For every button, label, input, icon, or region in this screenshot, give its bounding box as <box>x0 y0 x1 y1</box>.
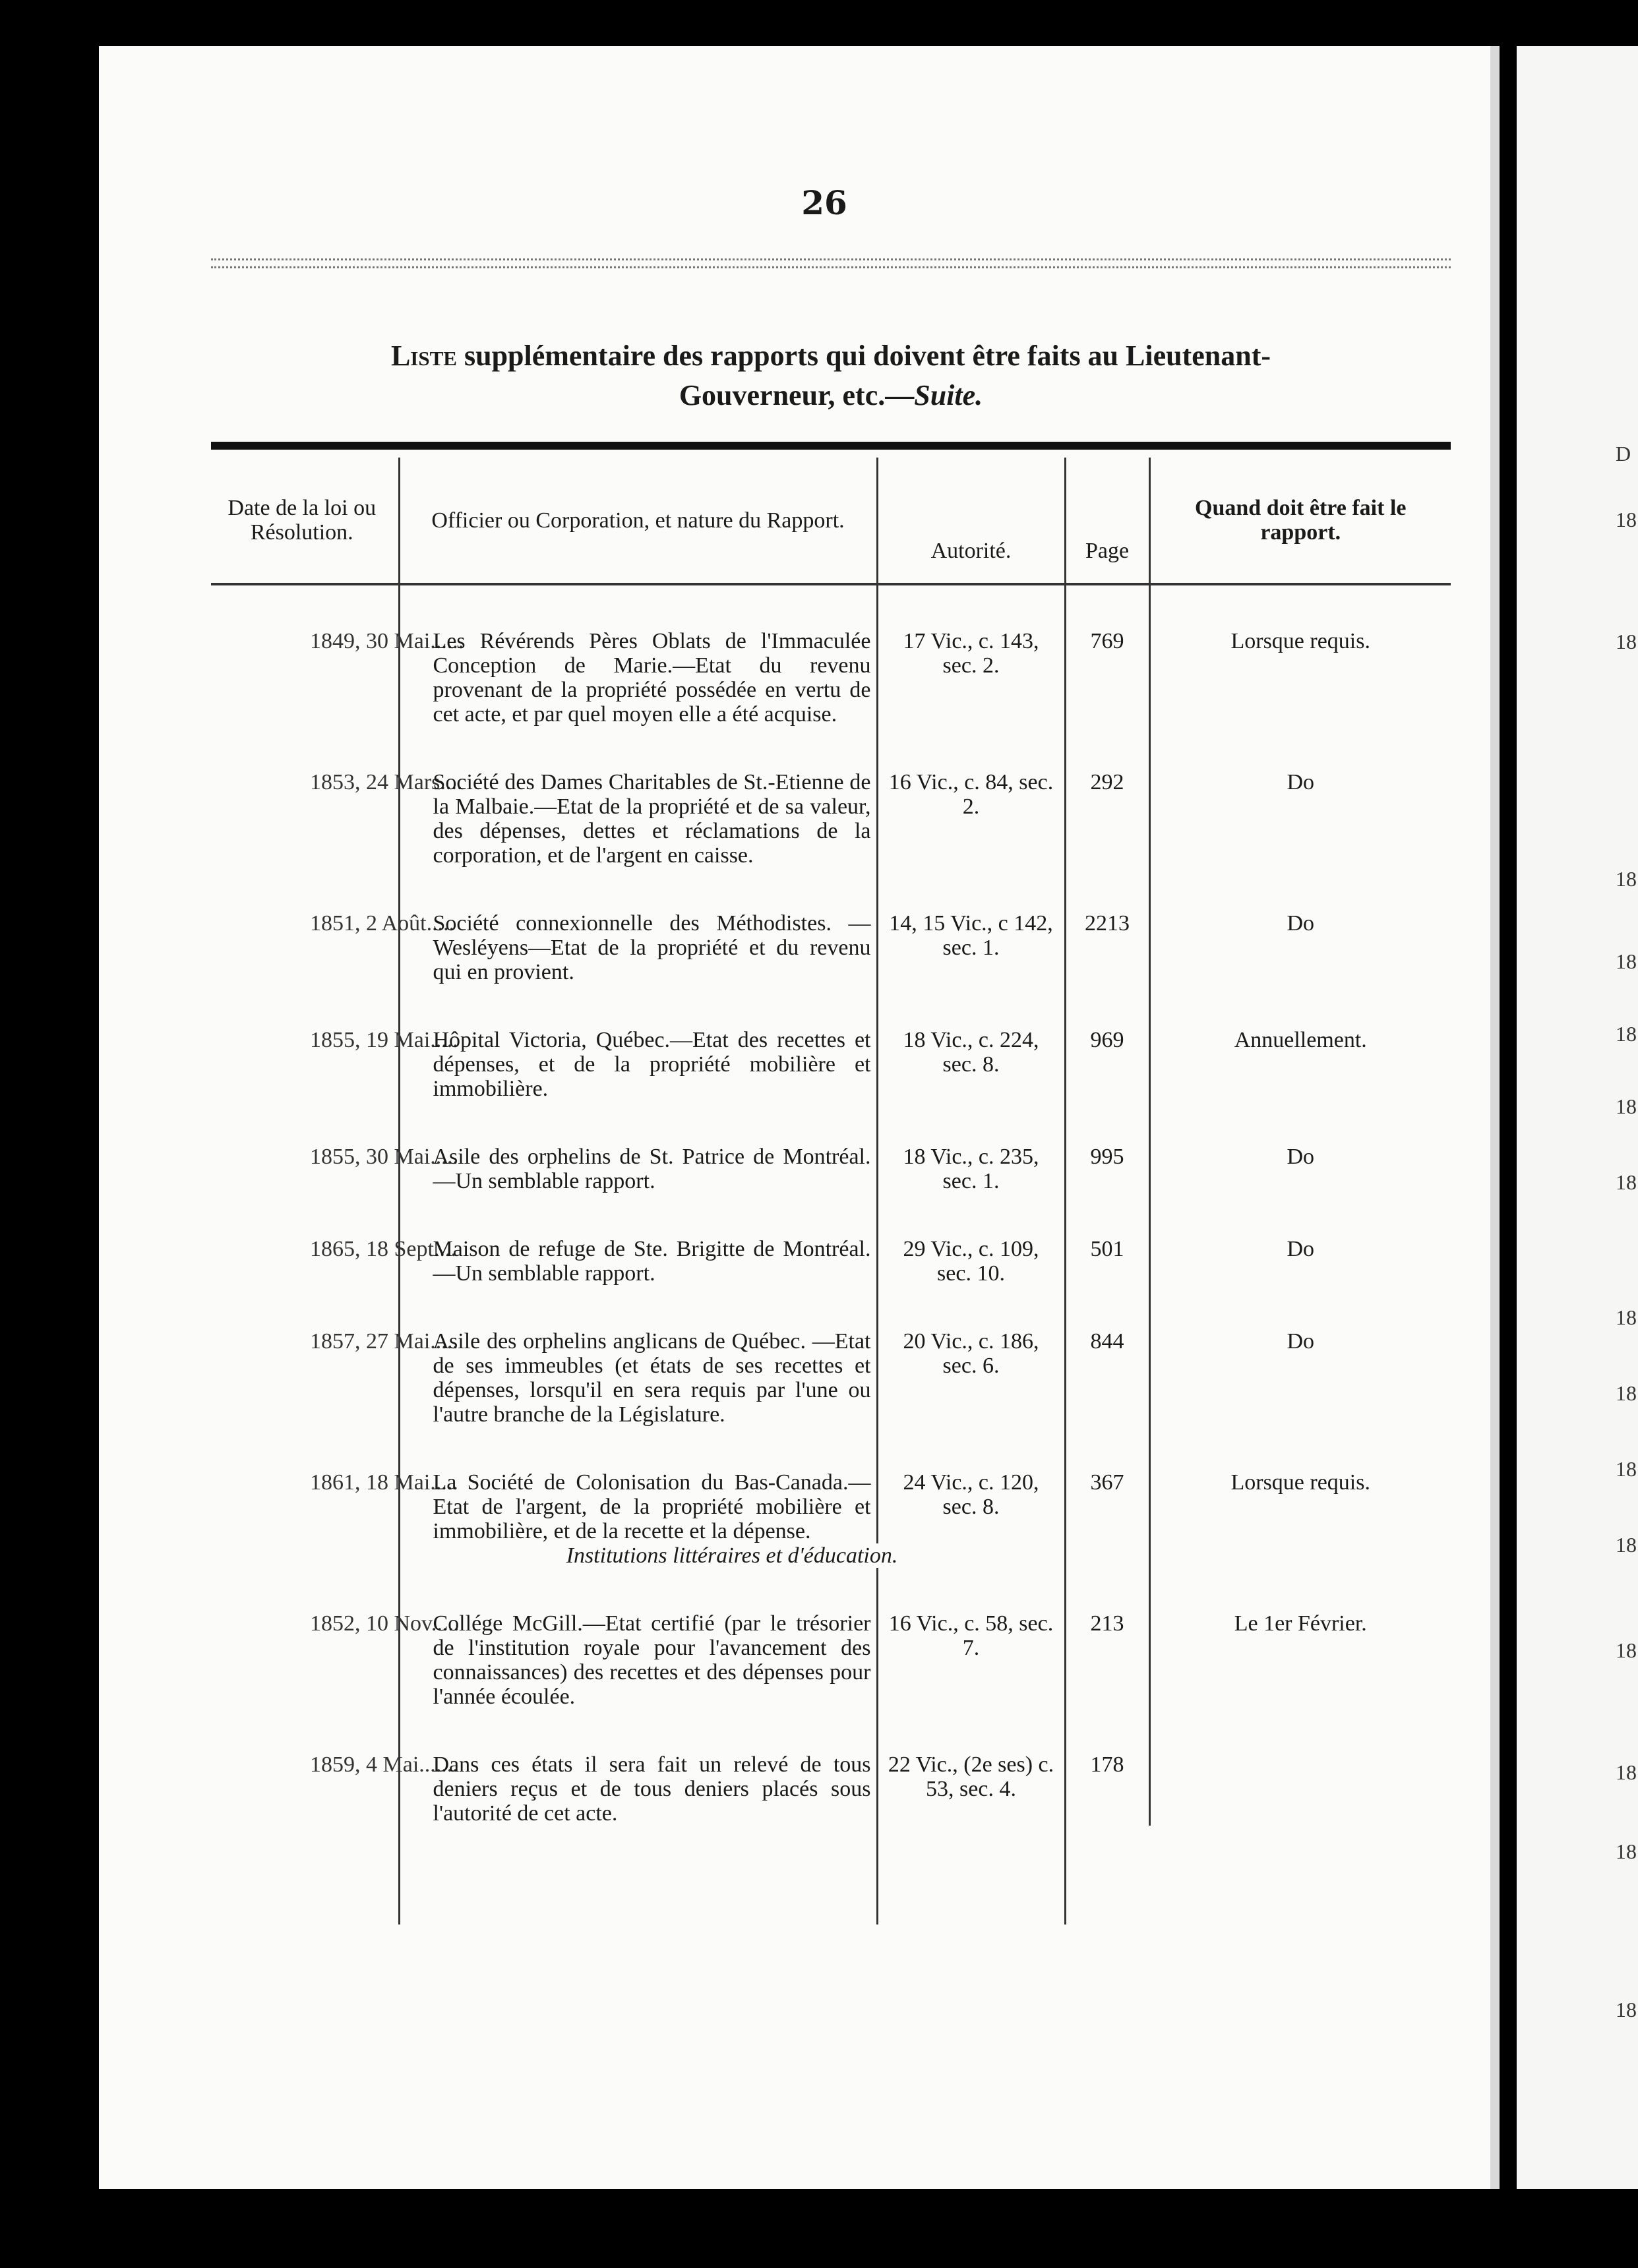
table-row <box>211 1752 1451 1826</box>
row-page: 844 <box>1065 1329 1149 1427</box>
row-page: 995 <box>1065 1145 1149 1193</box>
page-title <box>257 336 1405 415</box>
adjacent-page-fragment: 18 <box>1616 1170 1637 1194</box>
row-when <box>1149 1752 1451 1826</box>
row-when: Do <box>1149 911 1451 984</box>
adjacent-page-edge <box>1517 46 1638 2189</box>
row-date: 1852, 10 Nov..... <box>310 1611 460 1636</box>
row-date: 1851, 2 Août..... <box>310 911 455 936</box>
table-row <box>211 629 1451 727</box>
row-when: Annuellement. <box>1149 1028 1451 1101</box>
row-page: 213 <box>1065 1611 1149 1709</box>
table-row <box>211 911 1451 984</box>
row-when: Le 1er Février. <box>1149 1611 1451 1709</box>
adjacent-page-fragment: 18 <box>1616 508 1637 531</box>
dotted-rule-top <box>211 258 1451 260</box>
row-spacer <box>211 584 1451 629</box>
row-page: 367 <box>1065 1470 1149 1543</box>
bottom-spacer <box>211 1826 1451 1925</box>
table-row <box>211 1329 1451 1427</box>
table-row <box>211 1145 1451 1193</box>
row-date: 1849, 30 Mai...... <box>310 629 464 653</box>
row-when: Do <box>1149 770 1451 868</box>
row-page: 2213 <box>1065 911 1149 984</box>
table-row <box>211 1470 1451 1543</box>
row-authority: 17 Vic., c. 143, sec. 2. <box>877 629 1065 727</box>
row-when: Lorsque requis. <box>1149 629 1451 727</box>
adjacent-page-fragment: 18 <box>1616 1533 1637 1557</box>
table-row <box>211 1237 1451 1286</box>
row-officer: Les Révérends Pères Oblats de l'Immaculée Conception de Marie.—Etat du revenu provenant de la propriété possédée en vertu de cet acte, et par quel moyen elle a été acquise. <box>399 629 877 727</box>
header-authority: Autorité. <box>877 458 1065 584</box>
adjacent-page-fragment: 18 <box>1616 1094 1637 1118</box>
row-spacer <box>211 984 1451 1028</box>
section-heading: Institutions littéraires et d'éducation. <box>399 1543 1065 1568</box>
row-spacer <box>211 1427 1451 1470</box>
row-spacer <box>211 1568 1451 1611</box>
row-authority: 18 Vic., c. 235, sec. 1. <box>877 1145 1065 1193</box>
row-authority: 29 Vic., c. 109, sec. 10. <box>877 1237 1065 1286</box>
row-date: 1855, 30 Mai..... <box>310 1145 458 1169</box>
row-page: 501 <box>1065 1237 1149 1286</box>
adjacent-page-fragment: 18 <box>1616 1998 1637 2021</box>
row-officer: Asile des orphelins de St. Patrice de Montréal.—Un semblable rapport. <box>399 1145 877 1193</box>
row-officer: Collége McGill.—Etat certifié (par le trésorier de l'institution royale pour l'avancement des connaissances) des recettes et des dépenses pour l'année écoulée. <box>399 1611 877 1709</box>
adjacent-page-fragment: 18 <box>1616 1305 1637 1329</box>
row-officer: Dans ces états il sera fait un relevé de tous deniers reçus et de tous deniers placés sous l'autorité de cet acte. <box>399 1752 877 1826</box>
row-spacer <box>211 727 1451 770</box>
adjacent-page-fragment: 18 <box>1616 1638 1637 1662</box>
row-authority: 24 Vic., c. 120, sec. 8. <box>877 1470 1065 1543</box>
adjacent-page-fragment: 18 <box>1616 1457 1637 1481</box>
row-officer: Hôpital Victoria, Québec.—Etat des recettes et dépenses, et de la propriété mobilière et immobilière. <box>399 1028 877 1101</box>
title-caps: Liste <box>390 340 457 372</box>
row-page: 769 <box>1065 629 1149 727</box>
row-spacer <box>211 1193 1451 1237</box>
row-date: 1865, 18 Sept.... <box>310 1237 456 1261</box>
header-row <box>211 458 1451 584</box>
row-spacer <box>211 1286 1451 1329</box>
header-when: Quand doit être fait le rapport. <box>1149 458 1451 584</box>
row-officer: Maison de refuge de Ste. Brigitte de Montréal.—Un semblable rapport. <box>399 1237 877 1286</box>
row-when: Do <box>1149 1329 1451 1427</box>
row-date: 1859, 4 Mai....... <box>310 1752 458 1777</box>
row-when: Do <box>1149 1237 1451 1286</box>
adjacent-page-fragment: D <box>1616 442 1631 465</box>
header-page: Page <box>1065 458 1149 584</box>
title-suite: Suite. <box>914 379 983 411</box>
row-page: 292 <box>1065 770 1149 868</box>
thick-rule <box>211 442 1451 450</box>
row-date: 1853, 24 Mars.... <box>310 770 463 794</box>
row-authority: 16 Vic., c. 84, sec. 2. <box>877 770 1065 868</box>
row-date: 1855, 19 Mai..... <box>310 1028 458 1052</box>
table-row <box>211 1028 1451 1101</box>
row-authority: 18 Vic., c. 224, sec. 8. <box>877 1028 1065 1101</box>
adjacent-page-fragment: 18 <box>1616 949 1637 973</box>
header-officer: Officier ou Corporation, et nature du Rapport. <box>399 458 877 584</box>
section-row <box>211 1543 1451 1568</box>
row-spacer <box>211 1101 1451 1145</box>
row-authority: 20 Vic., c. 186, sec. 6. <box>877 1329 1065 1427</box>
table-row <box>211 1611 1451 1709</box>
adjacent-page-fragment: 18 <box>1616 1381 1637 1405</box>
header-date: Date de la loi ou Résolution. <box>211 458 399 584</box>
page-number: 26 <box>801 183 847 222</box>
row-when: Do <box>1149 1145 1451 1193</box>
row-when: Lorsque requis. <box>1149 1470 1451 1543</box>
row-spacer <box>211 1709 1451 1752</box>
adjacent-page-fragment: 18 <box>1616 1760 1637 1784</box>
title-line2: Gouverneur, etc.— <box>679 379 915 411</box>
reports-table <box>211 458 1451 1925</box>
row-date: 1861, 18 Mai..... <box>310 1470 458 1495</box>
row-page: 969 <box>1065 1028 1149 1101</box>
row-officer: Asile des orphelins anglicans de Québec. —Etat de ses immeubles (et états de ses recettes et dépenses, lorsqu'il en sera requis par l'une ou l'autre branche de la Législature. <box>399 1329 877 1427</box>
document-page <box>99 46 1500 2189</box>
adjacent-page-fragment: 18 <box>1616 1839 1637 1863</box>
adjacent-page-fragment: 18 <box>1616 1022 1637 1046</box>
row-officer: Société connexionnelle des Méthodistes. —Wesléyens—Etat de la propriété et du revenu qui en provient. <box>399 911 877 984</box>
row-date: 1857, 27 Mai..... <box>310 1329 458 1354</box>
row-spacer <box>211 868 1451 911</box>
row-authority: 14, 15 Vic., c 142, sec. 1. <box>877 911 1065 984</box>
row-officer: Société des Dames Charitables de St.-Etienne de la Malbaie.—Etat de la propriété et de sa valeur, des dépenses, dettes et réclamations de la corporation, et de l'argent en caisse. <box>399 770 877 868</box>
table-row <box>211 770 1451 868</box>
adjacent-page-fragment: 18 <box>1616 630 1637 653</box>
dotted-rule-bottom <box>211 266 1451 268</box>
row-authority: 16 Vic., c. 58, sec. 7. <box>877 1611 1065 1709</box>
row-officer: La Société de Colonisation du Bas-Canada.—Etat de l'argent, de la propriété mobilière et immobilière, et de la recette et la dépense. <box>399 1470 877 1543</box>
adjacent-page-fragment: 18 <box>1616 867 1637 891</box>
title-line1: supplémentaire des rapports qui doivent être faits au Lieutenant- <box>464 340 1271 372</box>
row-authority: 22 Vic., (2e ses) c. 53, sec. 4. <box>877 1752 1065 1826</box>
row-page: 178 <box>1065 1752 1149 1826</box>
